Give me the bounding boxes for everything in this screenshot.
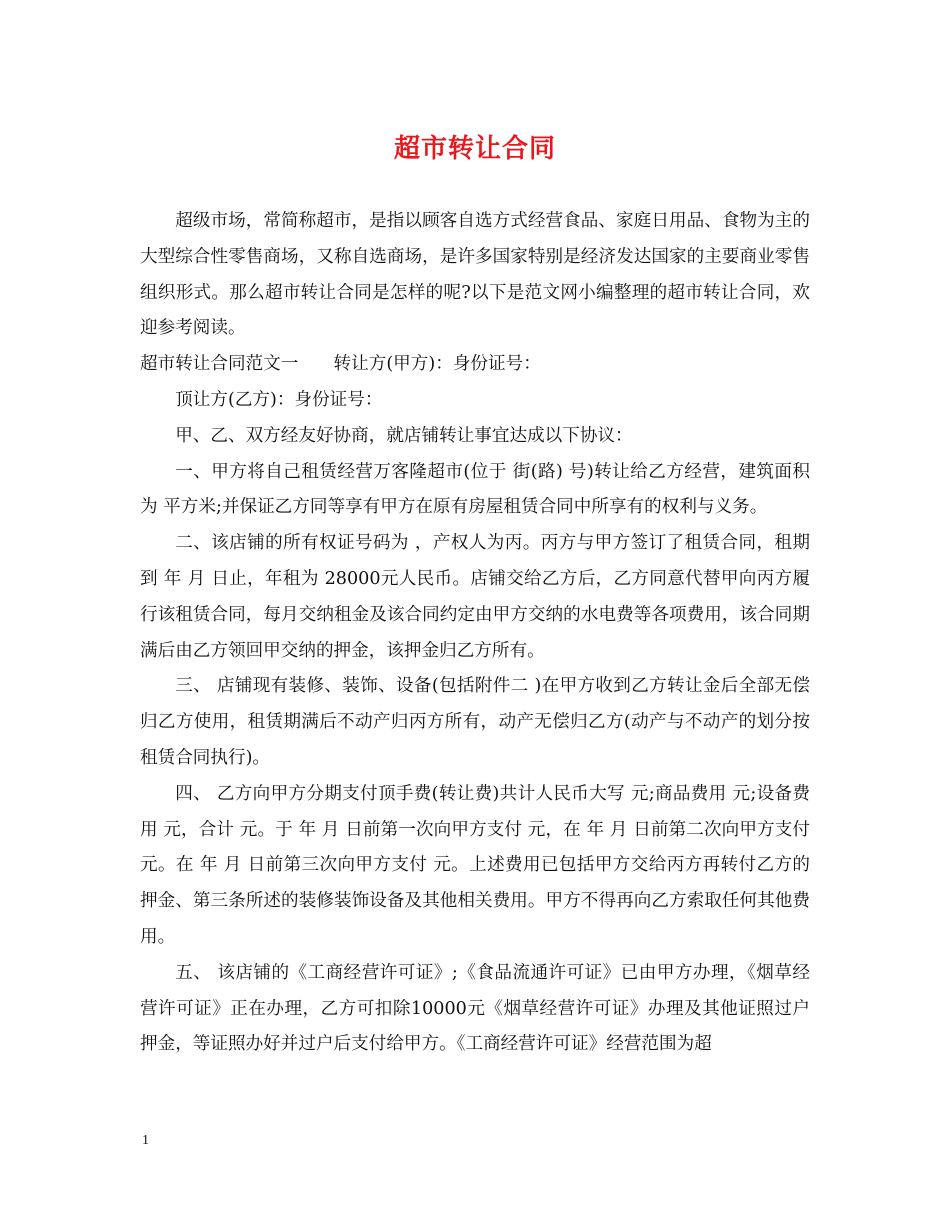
paragraph-clause-1: 一、甲方将自己租赁经营万客隆超市(位于 街(路) 号)转让给乙方经营，建筑面积为 平方米;并保证乙方同等享有甲方在原有房屋租赁合同中所享有的权利与义务。 <box>140 461 810 518</box>
paragraph-agreement-intro: 甲、乙、双方经友好协商，就店铺转让事宜达成以下协议： <box>175 425 633 446</box>
document-body <box>140 204 810 1063</box>
page-number: 1 <box>142 1133 149 1148</box>
paragraph-heading-line: 超市转让合同范文一 转让方(甲方)：身份证号： <box>140 354 541 375</box>
document-title: 超市转让合同 <box>393 134 556 164</box>
paragraph-clause-2: 二、该店铺的所有权证号码为 ，产权人为丙。丙方与甲方签订了租赁合同，租期到 年 月 日止，年租为 28000元人民币。店铺交给乙方后，乙方同意代替甲向丙方履行该租赁合同，每月交纳租金及该合同约定由甲方交纳的水电费等各项费用，该合同期满后由乙方领回甲交纳的押金，该押金归乙方所有。 <box>140 533 810 661</box>
paragraph-clause-3: 三、 店铺现有装修、装饰、设备(包括附件二 )在甲方收到乙方转让金后全部无偿归乙方使用，租赁期满后不动产归丙方所有，动产无偿归乙方(动产与不动产的划分按租赁合同执行)。 <box>140 676 810 768</box>
paragraph-intro: 超级市场，常简称超市，是指以顾客自选方式经营食品、家庭日用品、食物为主的大型综合性零售商场，又称自选商场，是许多国家特别是经济发达国家的主要商业零售组织形式。那么超市转让合同是怎样的呢?以下是范文网小编整理的超市转让合同，欢迎参考阅读。 <box>140 211 810 339</box>
paragraph-clause-4: 四、 乙方向甲方分期支付顶手费(转让费)共计人民币大写 元;商品费用 元;设备费用 元，合计 元。于 年 月 日前第一次向甲方支付 元，在 年 月 日前第二次向甲方支付 元。在 年 月 日前第三次向甲方支付 元。上述费用已包括甲方交给丙方再转付乙方的押金、第三条所述的装修装饰设备及其他相关费用。甲方不得再向乙方索取任何其他费用。 <box>140 783 810 947</box>
paragraph-party-b: 顶让方(乙方)：身份证号： <box>175 389 383 410</box>
paragraph-clause-5: 五、 该店铺的《工商经营许可证》;《食品流通许可证》已由甲方办理，《烟草经营许可证》正在办理，乙方可扣除10000元《烟草经营许可证》办理及其他证照过户押金，等证照办好并过户后支付给甲方。《工商经营许可证》经营范围为超 <box>140 962 810 1055</box>
